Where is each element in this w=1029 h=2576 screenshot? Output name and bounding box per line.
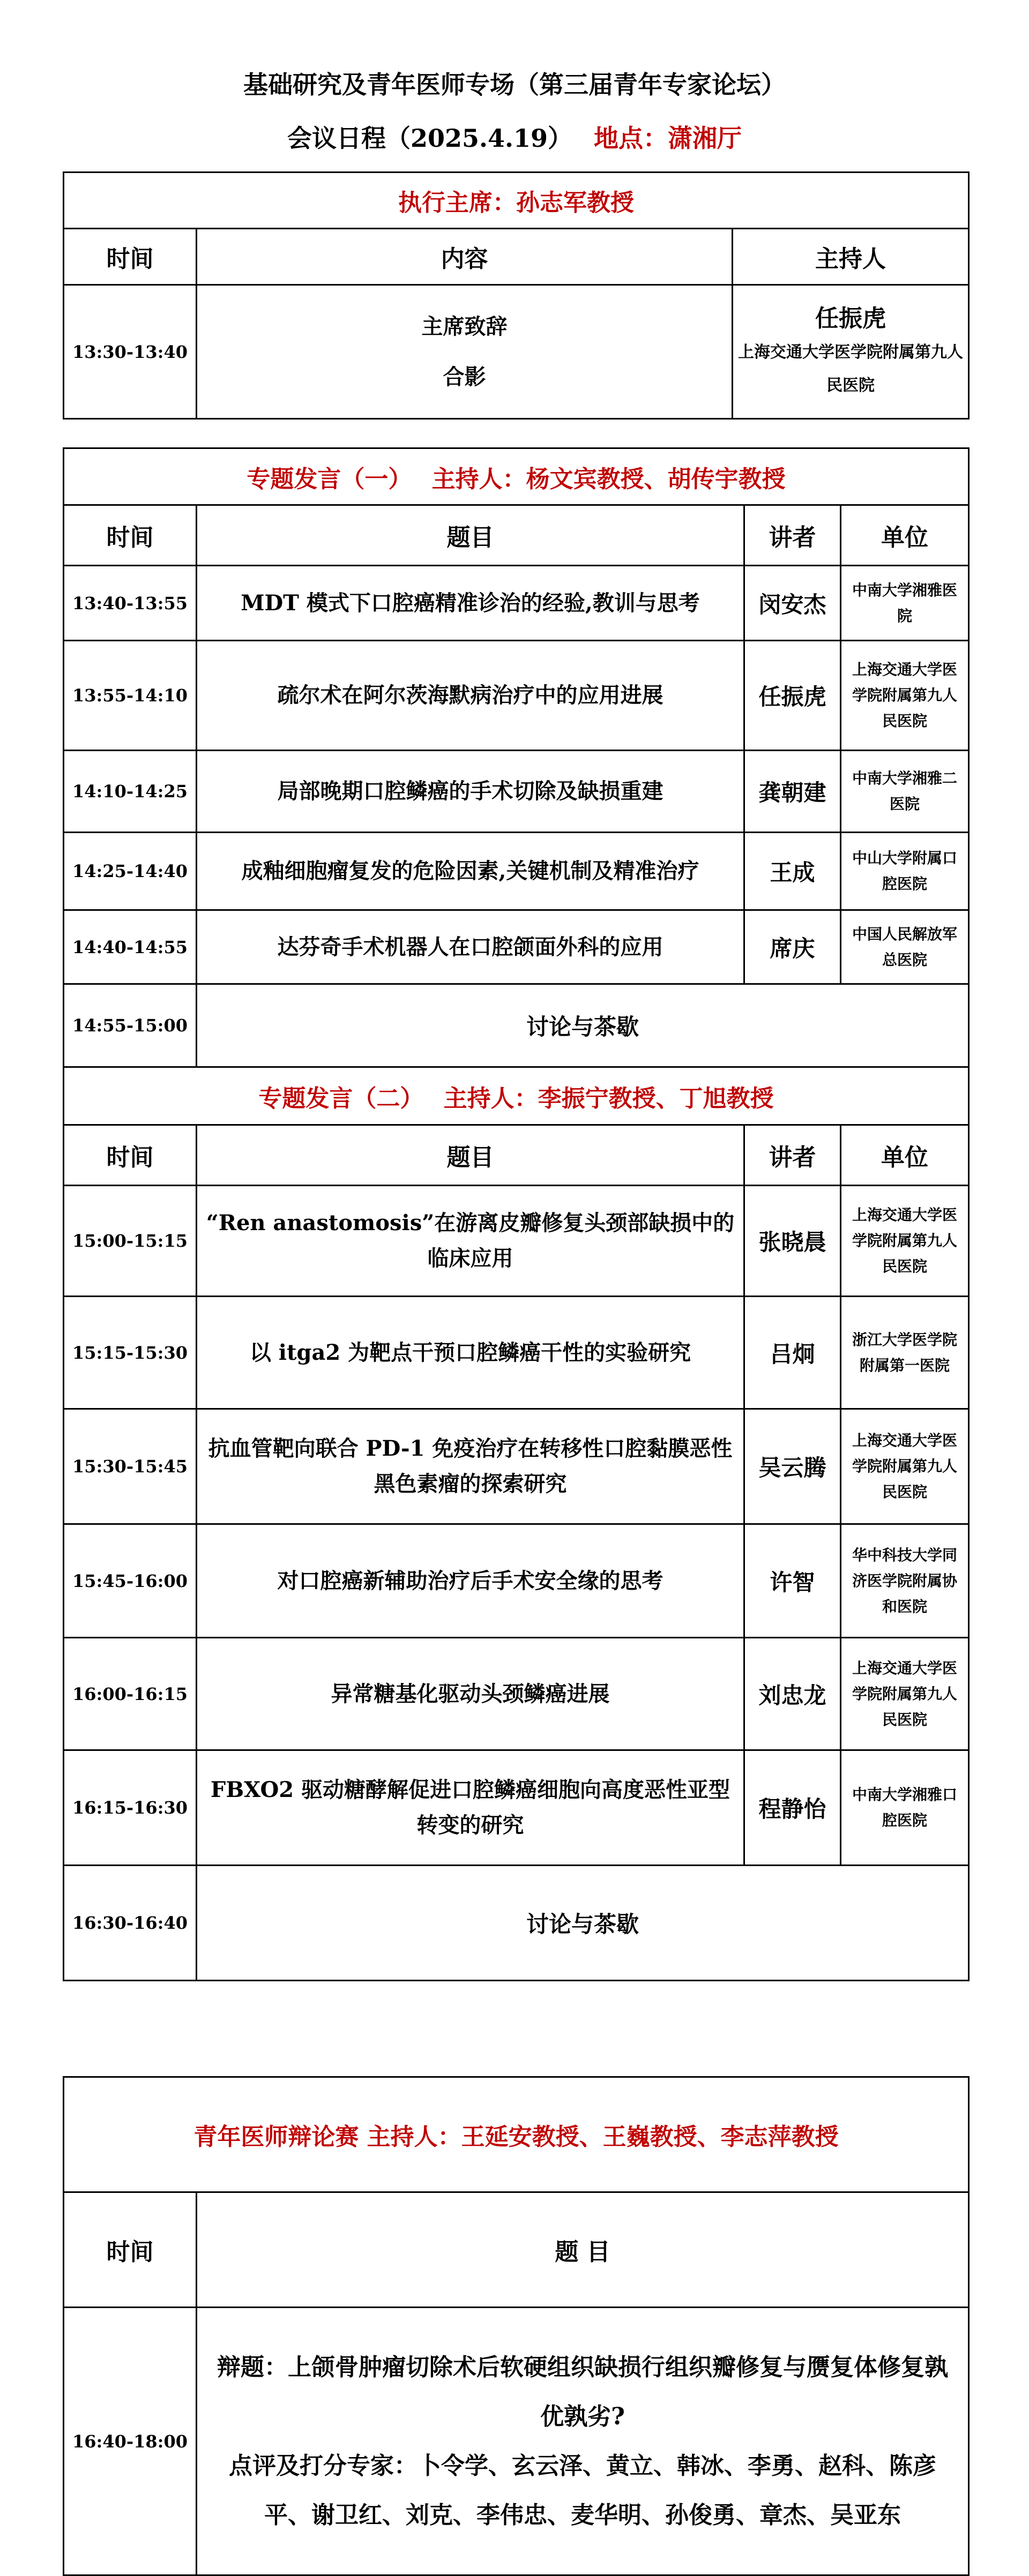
time-cell: 16:00-16:15 <box>64 1638 197 1750</box>
col-host: 主持人 <box>733 229 969 285</box>
time-cell: 15:45-16:00 <box>64 1524 197 1638</box>
topic-cell: 对口腔癌新辅助治疗后手术安全缘的思考 <box>197 1524 744 1638</box>
table-row <box>64 910 969 984</box>
unit-cell: 上海交通大学医学院附属第九人民医院 <box>841 641 969 751</box>
table-row <box>64 1186 969 1297</box>
col-topic: 题 目 <box>197 2192 969 2308</box>
debate-judges: 点评及打分专家：卜令学、玄云泽、黄立、韩冰、李勇、赵科、陈彦平、谢卫红、刘克、李伟忠、麦华明、孙俊勇、章杰、吴亚东 <box>229 2452 936 2529</box>
debate-heading: 青年医师辩论赛 主持人：王延安教授、王巍教授、李志萍教授 <box>64 2077 969 2192</box>
topic-cell: 疏尔术在阿尔茨海默病治疗中的应用进展 <box>197 641 744 751</box>
unit-cell: 中南大学湘雅二医院 <box>841 751 969 833</box>
host-unit: 上海交通大学医学院附属第九人民医院 <box>738 342 963 395</box>
content-item: 合影 <box>443 364 486 390</box>
host-name: 任振虎 <box>815 304 886 332</box>
speaker-cell: 吴云腾 <box>744 1409 841 1524</box>
col-time: 时间 <box>64 505 197 566</box>
col-time: 时间 <box>64 229 197 285</box>
unit-cell: 中南大学湘雅医院 <box>841 566 969 641</box>
break-row <box>64 984 969 1067</box>
location: 地点：潇湘厅 <box>594 124 742 153</box>
time-cell: 14:25-14:40 <box>64 833 197 910</box>
table-row <box>64 1524 969 1638</box>
unit-cell: 上海交通大学医学院附属第九人民医院 <box>841 1409 969 1524</box>
time-cell: 13:40-13:55 <box>64 566 197 641</box>
time-cell: 13:55-14:10 <box>64 641 197 751</box>
chair-heading: 执行主席：孙志军教授 <box>64 173 969 229</box>
time-cell: 15:00-15:15 <box>64 1186 197 1297</box>
table-row <box>64 2308 969 2575</box>
table-row <box>64 1638 969 1750</box>
table-row <box>64 1750 969 1866</box>
debate-cell <box>197 2308 969 2575</box>
speaker-cell: 王成 <box>744 833 841 910</box>
topic-cell: 以 itga2 为靶点干预口腔鳞癌干性的实验研究 <box>197 1297 744 1409</box>
time-cell: 16:40-18:00 <box>64 2308 197 2575</box>
topic-cell: 成釉细胞瘤复发的危险因素,关键机制及精准治疗 <box>197 833 744 910</box>
content-item: 主席致辞 <box>421 313 508 339</box>
page-title: 基础研究及青年医师专场（第三届青年专家论坛） <box>243 70 786 99</box>
speaker-cell: 程静怡 <box>744 1750 841 1866</box>
speaker-cell: 闵安杰 <box>744 566 841 641</box>
topic-cell: MDT 模式下口腔癌精准诊治的经验,教训与思考 <box>197 566 744 641</box>
table-row <box>64 566 969 641</box>
speaker-cell: 任振虎 <box>744 641 841 751</box>
time-cell: 15:30-15:45 <box>64 1409 197 1524</box>
time-cell: 14:55-15:00 <box>64 984 197 1067</box>
page-subtitle <box>0 122 1029 154</box>
opening-table <box>63 171 970 420</box>
col-unit: 单位 <box>841 1125 969 1186</box>
col-speaker: 讲者 <box>744 1125 841 1186</box>
topic-cell: FBXO2 驱动糖酵解促进口腔鳞癌细胞向高度恶性亚型转变的研究 <box>197 1750 744 1866</box>
time-cell: 16:30-16:40 <box>64 1866 197 1981</box>
schedule-date: 会议日程（2025.4.19） <box>287 124 573 153</box>
unit-cell: 上海交通大学医学院附属第九人民医院 <box>841 1638 969 1750</box>
col-unit: 单位 <box>841 505 969 566</box>
col-speaker: 讲者 <box>744 505 841 566</box>
col-topic: 题目 <box>197 505 744 566</box>
speaker-cell: 刘忠龙 <box>744 1638 841 1750</box>
speaker-cell: 吕炯 <box>744 1297 841 1409</box>
unit-cell: 中山大学附属口腔医院 <box>841 833 969 910</box>
time-cell: 16:15-16:30 <box>64 1750 197 1866</box>
speaker-cell: 龚朝建 <box>744 751 841 833</box>
time-cell: 14:10-14:25 <box>64 751 197 833</box>
break-row <box>64 1866 969 1981</box>
unit-cell: 上海交通大学医学院附属第九人民医院 <box>841 1186 969 1297</box>
col-content: 内容 <box>197 229 733 285</box>
topic-cell: 异常糖基化驱动头颈鳞癌进展 <box>197 1638 744 1750</box>
sessions-table <box>63 447 970 1981</box>
topic-cell: 达芬奇手术机器人在口腔颌面外科的应用 <box>197 910 744 984</box>
session2-heading: 专题发言（二） 主持人：李振宁教授、丁旭教授 <box>64 1067 969 1125</box>
col-time: 时间 <box>64 1125 197 1186</box>
time-cell: 14:40-14:55 <box>64 910 197 984</box>
session1-heading: 专题发言（一） 主持人：杨文宾教授、胡传宇教授 <box>64 448 969 505</box>
topic-cell: 局部晚期口腔鳞癌的手术切除及缺损重建 <box>197 751 744 833</box>
speaker-cell: 许智 <box>744 1524 841 1638</box>
table-row <box>64 1409 969 1524</box>
content-cell <box>197 285 733 419</box>
speaker-cell: 席庆 <box>744 910 841 984</box>
table-row <box>64 751 969 833</box>
break-label: 讨论与茶歇 <box>197 984 969 1067</box>
unit-cell: 中国人民解放军总医院 <box>841 910 969 984</box>
table-row <box>64 641 969 751</box>
time-cell: 15:15-15:30 <box>64 1297 197 1409</box>
col-time: 时间 <box>64 2192 197 2308</box>
topic-cell: 抗血管靶向联合 PD-1 免疫治疗在转移性口腔黏膜恶性黑色素瘤的探索研究 <box>197 1409 744 1524</box>
table-row <box>64 1297 969 1409</box>
host-cell <box>733 285 969 419</box>
table-row <box>64 833 969 910</box>
debate-topic: 辩题：上颌骨肿瘤切除术后软硬组织缺损行组织瓣修复与赝复体修复孰优孰劣? <box>217 2353 948 2430</box>
col-topic: 题目 <box>197 1125 744 1186</box>
unit-cell: 浙江大学医学院附属第一医院 <box>841 1297 969 1409</box>
time-cell: 13:30-13:40 <box>64 285 197 419</box>
topic-cell: “Ren anastomosis”在游离皮瓣修复头颈部缺损中的临床应用 <box>197 1186 744 1297</box>
break-label: 讨论与茶歇 <box>197 1866 969 1981</box>
unit-cell: 华中科技大学同济医学院附属协和医院 <box>841 1524 969 1638</box>
debate-table <box>63 2076 970 2576</box>
unit-cell: 中南大学湘雅口腔医院 <box>841 1750 969 1866</box>
speaker-cell: 张晓晨 <box>744 1186 841 1297</box>
